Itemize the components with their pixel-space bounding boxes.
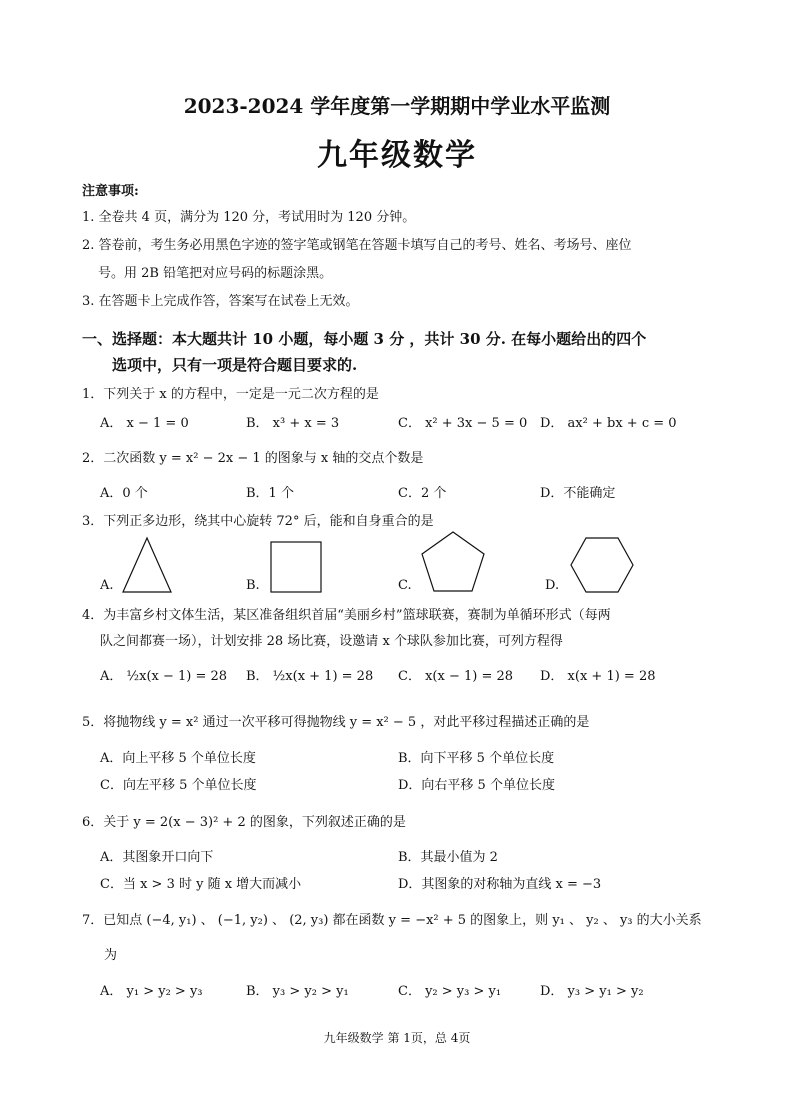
q5-option-c: C．向左平移 5 个单位长度 (100, 778, 257, 793)
q3-option-d: D. (545, 578, 560, 593)
section-heading-cont: 选项中，只有一项是符合题目要求的. (112, 356, 358, 374)
q1-option-c: C． x² + 3x − 5 = 0 (398, 416, 528, 431)
q5-option-d: D．向右平移 5 个单位长度 (398, 778, 555, 793)
q2-option-b: B．1 个 (246, 486, 294, 501)
q4-option-b: B． ½x(x + 1) = 28 (246, 669, 374, 684)
q4-option-a: A． ½x(x − 1) = 28 (100, 669, 228, 684)
q6-option-c: C．当 x > 3 时 y 随 x 增大而减小 (100, 877, 302, 892)
q2-option-a: A．0 个 (100, 486, 148, 501)
pentagon-icon (421, 531, 485, 593)
question-6-stem: 6．关于 y = 2(x − 3)² + 2 的图象，下列叙述正确的是 (82, 815, 406, 830)
q2-option-d: D．不能确定 (540, 486, 616, 501)
question-7-stem: 7．已知点 (−4, y₁) 、 (−1, y₂) 、 (2, y₃) 都在函数 y = −x² + 5 的图象上，则 y₁ 、 y₂ 、 y₃ 的大小关系 (82, 913, 702, 928)
question-3-stem: 3．下列正多边形，绕其中心旋转 72° 后，能和自身重合的是 (82, 514, 434, 529)
notice-item: 3. 在答题卡上完成作答，答案写在试卷上无效。 (82, 294, 359, 309)
q4-option-c: C． x(x − 1) = 28 (398, 669, 514, 684)
q2-option-c: C．2 个 (398, 486, 447, 501)
question-4-stem: 4．为丰富乡村文体生活，某区准备组织首届“美丽乡村”篮球联赛，赛制为单循环形式（每两 (82, 608, 611, 623)
question-5-stem: 5．将抛物线 y = x² 通过一次平移可得抛物线 y = x² − 5 ，对此平移过程描述正确的是 (82, 715, 590, 730)
q1-option-d: D． ax² + bx + c = 0 (540, 416, 677, 431)
q4-option-d: D． x(x + 1) = 28 (540, 669, 656, 684)
hexagon-icon (570, 537, 634, 593)
q3-option-a: A. (100, 578, 114, 593)
q3-option-b: B. (246, 578, 260, 593)
question-4-stem-cont: 队之间都赛一场），计划安排 28 场比赛，设邀请 x 个球队参加比赛，可列方程得 (100, 634, 563, 649)
q7-option-a: A． y₁ > y₂ > y₃ (100, 984, 203, 999)
notice-item: 号。用 2B 铅笔把对应号码的标题涂黑。 (98, 266, 333, 281)
q5-option-a: A．向上平移 5 个单位长度 (100, 751, 256, 766)
q5-option-b: B．向下平移 5 个单位长度 (398, 751, 555, 766)
q6-option-b: B．其最小值为 2 (398, 850, 498, 865)
section-heading: 一、选择题：本大题共计 10 小题，每小题 3 分 ，共计 30 分. 在每小题给出的四个 (82, 330, 647, 348)
q6-option-d: D．其图象的对称轴为直线 x = −3 (398, 877, 602, 892)
q7-option-d: D． y₃ > y₁ > y₂ (540, 984, 644, 999)
q1-option-a: A． x − 1 = 0 (100, 416, 189, 431)
q7-option-b: B． y₃ > y₂ > y₁ (246, 984, 349, 999)
page-footer: 九年级数学 第 1页，总 4页 (323, 1031, 471, 1045)
q1-option-b: B． x³ + x = 3 (246, 416, 340, 431)
question-2-stem: 2．二次函数 y = x² − 2x − 1 的图象与 x 轴的交点个数是 (82, 451, 424, 466)
subject-title: 九年级数学 (317, 138, 477, 173)
q7-option-c: C． y₂ > y₃ > y₁ (398, 984, 502, 999)
q6-option-a: A．其图象开口向下 (100, 850, 214, 865)
square-icon (270, 541, 322, 593)
notice-item: 2. 答卷前，考生务必用黑色字迹的签字笔或钢笔在答题卡填写自己的考号、姓名、考场号、座位 (82, 238, 632, 253)
notice-item: 1. 全卷共 4 页，满分为 120 分，考试用时为 120 分钟。 (82, 210, 416, 225)
question-1-stem: 1．下列关于 x 的方程中，一定是一元二次方程的是 (82, 387, 379, 402)
q3-option-c: C. (398, 578, 412, 593)
triangle-icon (122, 537, 172, 593)
question-7-stem-cont: 为 (104, 948, 118, 963)
notice-heading: 注意事项: (82, 184, 139, 199)
exam-title: 2023-2024 学年度第一学期期中学业水平监测 (183, 94, 611, 118)
